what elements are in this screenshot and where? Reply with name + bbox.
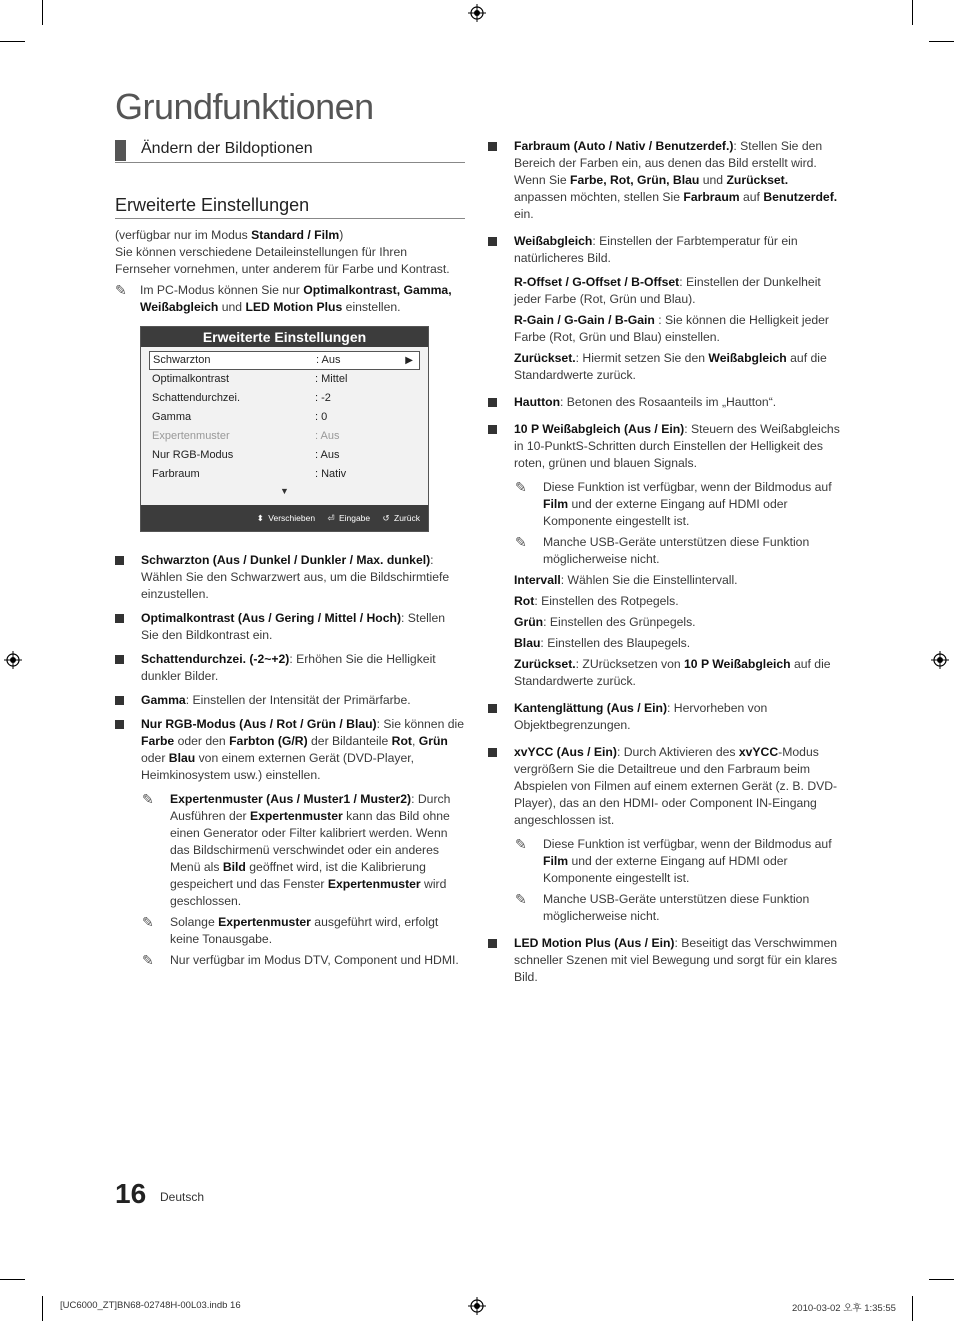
sub-reset-wb: Zurückset.: Hiermit setzen Sie den Weißabgleich auf die Standardwerte zurück. [514,351,827,382]
osd-row-gamma: Gamma : 0 [152,411,328,423]
pencil-note-icon: ✎ [515,479,527,495]
bullet-schwarzton: Schwarzton (Aus / Dunkel / Dunkler / Max. dunkel): Wählen Sie den Schwarzwert aus, um die Bildschirmtiefe einzustellen. [115,552,465,603]
page-language: Deutsch [160,1190,205,1204]
right-arrow-icon: ▶ [405,355,413,366]
pencil-note-icon: ✎ [515,836,527,852]
bullet-hautton: Hautton: Betonen des Rosaanteils im „Hautton“. [488,394,840,411]
sub-gain: R-Gain / G-Gain / B-Gain : Sie können die Helligkeit jeder Farbe (Rot, Grün und Blau) einstellen. [514,313,829,344]
osd-menu-screenshot [140,326,429,532]
page-number: 16 [115,1178,147,1209]
osd-row-nur-rgb-modus: Nur RGB-Modus : Aus [152,449,340,461]
updown-arrow-icon: ⬍ [256,513,264,523]
bullet-schattendurchzei: Schattendurchzei. (-2~+2): Erhöhen Sie die Helligkeit dunkler Bilder. [115,651,465,685]
bullet-optimalkontrast: Optimalkontrast (Aus / Gering / Mittel / Hoch): Stellen Sie den Bildkontrast ein. [115,610,465,644]
sub-reset-10p: Zurückset.: ZUrücksetzen von 10 P Weißabgleich auf die Standardwerte zurück. [514,657,831,688]
sub-rot: Rot: Einstellen des Rotpegels. [514,594,679,608]
sub-blau: Blau: Einstellen des Blaupegels. [514,636,691,650]
osd-footer: ⬍ Verschieben ⏎ Eingabe ↺ Zurück [141,505,428,531]
pencil-note-icon: ✎ [142,952,154,968]
right-column [488,138,840,993]
sub-intervall: Intervall: Wählen Sie die Einstellintervall. [514,573,738,587]
bullet-gamma: Gamma: Einstellen der Intensität der Primärfarbe. [115,692,465,709]
section-bar [115,140,126,161]
note-availability: ✎ Nur verfügbar im Modus DTV, Component und HDMI. [142,952,459,968]
note-xvycc-usb: ✎ Manche USB-Geräte unterstützen diese Funktion möglicherweise nicht. [515,891,810,923]
bullet-farbraum: Farbraum (Auto / Nativ / Benutzerdef.): Stellen Sie den Bereich der Farben ein, aus denen das Bild erstellt wird. Wenn Sie Farbe, Rot, Grün, Blau und Zurückset. anpassen möchten, stellen Sie Farbraum auf Benutzerdef. ein. [488,138,840,223]
registration-mark-icon [931,651,949,669]
note-tonausgabe: ✎ Solange Expertenmuster ausgeführt wird, erfolgt keine Tonausgabe. [142,914,439,946]
bullet-xvycc: xvYCC (Aus / Ein): Durch Aktivieren des xvYCC-Modus vergrößern Sie die Detailtreue und den Farbraum beim Abspielen von Filmen auf einem externen Gerät (z. B. DVD-Player), das an den HDMI- oder Component IN-Eingang angeschlossen ist. [488,744,840,829]
osd-row-schwarzton: Schwarzton : Aus ▶ [149,351,420,370]
return-icon: ↺ [382,513,390,523]
availability-text: (verfügbar nur im Modus Standard / Film) [115,228,344,242]
print-file-info: [UC6000_ZT]BN68-02748H-00L03.indb 16 [60,1300,241,1311]
osd-row-farbraum: Farbraum : Nativ [152,468,347,480]
bullet-weissabgleich: Weißabgleich: Einstellen der Farbtemperatur für ein natürlicheres Bild. [488,233,840,267]
left-column [115,138,465,973]
down-arrow-icon: ▼ [280,486,289,496]
osd-title: Erweiterte Einstellungen [141,327,428,347]
osd-row-schattendurchzei: Schattendurchzei. : -2 [152,392,331,404]
subsection-heading: Erweiterte Einstellungen [115,195,465,219]
section-heading: Ändern der Bildoptionen [115,138,465,163]
note-10p-usb: ✎ Manche USB-Geräte unterstützen diese Funktion möglicherweise nicht. [515,534,810,566]
pencil-note-icon: ✎ [515,891,527,907]
registration-mark-icon [4,651,22,669]
note-10p-film: ✎ Diese Funktion ist verfügbar, wenn der Bildmodus auf Film und der externe Eingang auf HDMI oder Komponente eingestellt ist. [515,479,832,528]
note-expertenmuster: ✎ Expertenmuster (Aus / Muster1 / Muster2): Durch Ausführen der Expertenmuster kann das Bild ohne einen Generator oder Filter kalibriert werden. Wenn das Bildschirmenü verschwindet oder ein anderes Menü als Bild geöffnet wird, ist die Kalibrierung gespeichert und das Fenster Expertenmuster wird geschlossen. [142,791,451,908]
page-title: Grundfunktionen [115,86,374,127]
pencil-note-icon: ✎ [515,534,527,550]
sub-offset: R-Offset / G-Offset / B-Offset: Einstellen der Dunkelheit jeder Farbe (Rot, Grün und Blau). [514,275,821,306]
bullet-led-motion-plus: LED Motion Plus (Aus / Ein): Beseitigt das Verschwimmen schneller Szenen mit viel Bewegung und sorgt für ein klares Bild. [488,935,840,986]
osd-row-optimalkontrast: Optimalkontrast : Mittel [152,373,348,385]
print-date: 2010-03-02 오후 1:35:55 [792,1303,896,1314]
registration-mark-icon [468,1297,486,1315]
bullet-kantenglaettung: Kantenglättung (Aus / Ein): Hervorheben von Objektbegrenzungen. [488,700,840,734]
pencil-note-icon: ✎ [142,914,154,930]
intro-text: Sie können verschiedene Detaileinstellungen für Ihren Fernseher vornehmen, unter anderem für Farbe und Kontrast. [115,245,450,276]
bullet-nur-rgb-modus: Nur RGB-Modus (Aus / Rot / Grün / Blau): Sie können die Farbe oder den Farbton (G/R) der Bildanteile Rot, Grün oder Blau von einem externen Gerät (DVD-Player, Heimkinosystem usw.) einstellen. [115,716,465,784]
pencil-note-icon: ✎ [115,282,127,298]
sub-gruen: Grün: Einstellen des Grünpegels. [514,615,696,629]
pencil-note-icon: ✎ [142,791,154,807]
osd-row-expertenmuster: Expertenmuster : Aus [152,430,340,442]
note-xvycc-film: ✎ Diese Funktion ist verfügbar, wenn der Bildmodus auf Film und der externe Eingang auf HDMI oder Komponente eingestellt ist. [515,836,832,885]
bullet-10p-weissabgleich: 10 P Weißabgleich (Aus / Ein): Steuern des Weißabgleichs in 10-PunktS-Schritten durch Einstellen der Helligkeit des roten, grünen und blauen Signals. [488,421,840,472]
pc-mode-note: ✎ Im PC-Modus können Sie nur Optimalkontrast, Gamma, Weißabgleich und LED Motion Plus einstellen. [115,282,452,314]
enter-icon: ⏎ [327,513,335,523]
registration-mark-icon [468,4,486,22]
